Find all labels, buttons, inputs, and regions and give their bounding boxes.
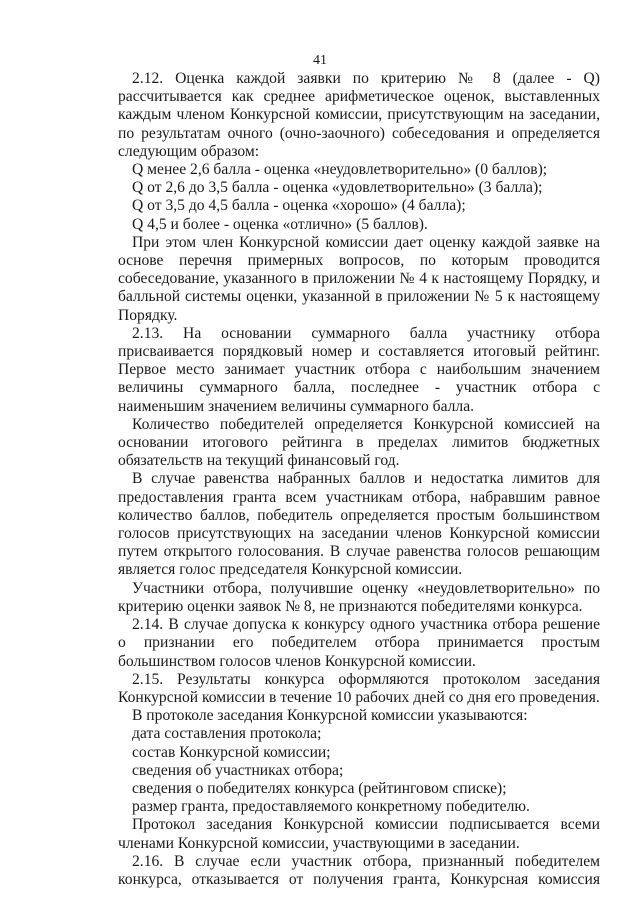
- paragraph: При этом член Конкурсной комиссии дает оценку каждой заявке на основе перечня примерных вопросов, по которым проводится собеседование, указанного в приложении № 4 к настоящему Порядку, и балльной системы оценки, указанной в приложении № 5 к настоящему Порядку.: [118, 233, 600, 324]
- paragraph: В случае равенства набранных баллов и недостатка лимитов для предоставления гранта всем участникам отбора, набравшим равное количество баллов, победитель определяется простым большинством голосов присутствующих на заседании членов Конкурсной комиссии путем открытого голосования. В случае равенства голосов решающим является голос председателя Конкурсной комиссии.: [118, 470, 600, 579]
- list-item: состав Конкурсной комиссии;: [132, 743, 331, 761]
- paragraph: 2.16. В случае если участник отбора, признанный победителем конкурса, отказывается от получения гранта, Конкурсная комиссия: [118, 852, 600, 888]
- page-number: 41: [313, 53, 327, 68]
- list-item: Q 4,5 и более - оценка «отлично» (5 баллов).: [132, 215, 428, 233]
- list-item: Q от 2,6 до 3,5 балла - оценка «удовлетворительно» (3 балла);: [132, 179, 543, 197]
- paragraph: 2.15. Результаты конкурса оформляются протоколом заседания Конкурсной комиссии в течение 10 рабочих дней со дня его проведения.: [118, 670, 600, 706]
- paragraph: В протоколе заседания Конкурсной комиссии указываются:: [132, 707, 528, 725]
- paragraph: 2.13. На основании суммарного балла участнику отбора присваивается порядковый номер и составляется итоговый рейтинг. Первое место занимает участник отбора с наибольшим значением величины суммарного балла, последнее - участник отбора с наименьшим значением величины суммарного балла.: [118, 324, 600, 415]
- list-item: сведения об участниках отбора;: [132, 761, 344, 779]
- paragraph: Протокол заседания Конкурсной комиссии подписывается всеми членами Конкурсной комиссии, участвующими в заседании.: [118, 816, 600, 852]
- list-item: дата составления протокола;: [132, 725, 322, 743]
- paragraph: 2.12. Оценка каждой заявки по критерию № 8 (далее - Q) рассчитывается как среднее арифметическое оценок, выставленных каждым членом Конкурсной комиссии, присутствующим на заседании, по результатам очного (очно-заочного) собеседования и определяется следующим образом:: [118, 70, 600, 160]
- document-body: [118, 70, 600, 889]
- paragraph: Участники отбора, получившие оценку «неудовлетворительно» по критерию оценки заявок № 8, не признаются победителями конкурса.: [118, 579, 600, 615]
- list-item: Q от 3,5 до 4,5 балла - оценка «хорошо» (4 балла);: [132, 197, 466, 215]
- list-item: Q менее 2,6 балла - оценка «неудовлетворительно» (0 баллов);: [132, 161, 548, 179]
- paragraph: Количество победителей определяется Конкурсной комиссией на основании итогового рейтинга в пределах лимитов бюджетных обязательств на текущий финансовый год.: [118, 415, 600, 470]
- list-item: размер гранта, предоставляемого конкретному победителю.: [132, 798, 530, 816]
- paragraph: 2.14. В случае допуска к конкурсу одного участника отбора решение о признании его победителем отбора принимается простым большинством голосов членов Конкурсной комиссии.: [118, 616, 600, 670]
- list-item: сведения о победителях конкурса (рейтинговом списке);: [132, 779, 507, 797]
